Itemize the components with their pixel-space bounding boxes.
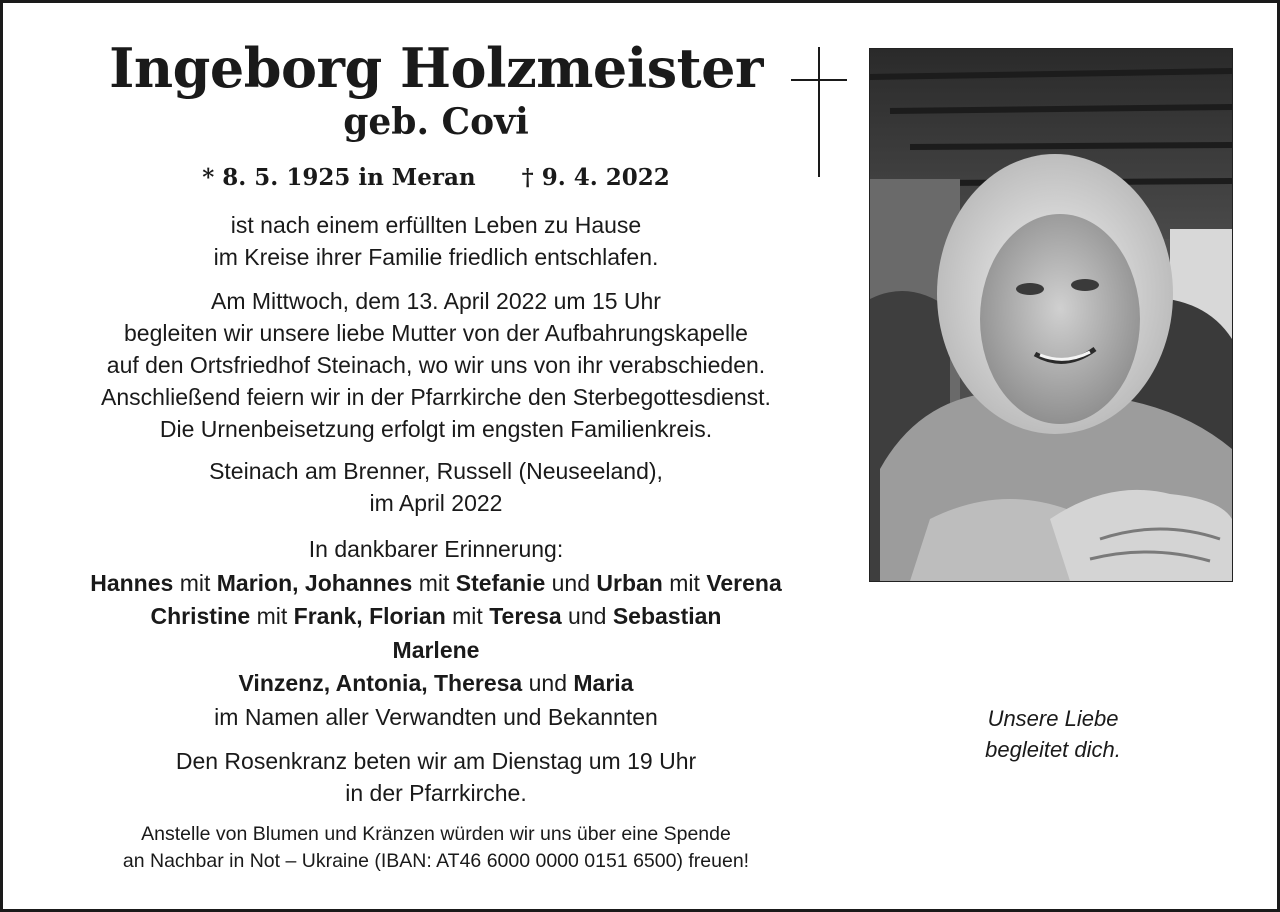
connector: mit [173, 569, 217, 596]
connector: mit [412, 569, 456, 596]
family-list [23, 533, 849, 734]
family-line [23, 567, 849, 601]
connector: mit [250, 603, 294, 629]
motto-line: Unsere Liebe [987, 706, 1119, 731]
ceremony-line: Die Urnenbeisetzung erfolgt im engsten Familienkreis. [159, 416, 713, 442]
family-closing: im Namen aller Verwandten und Bekannten [214, 703, 658, 730]
rosary-line: Den Rosenkranz beten wir am Dienstag um 19 Uhr [175, 748, 697, 774]
ceremony-line: auf den Ortsfriedhof Steinach, wo wir uns von ihr verabschieden. [106, 352, 766, 378]
family-line [23, 634, 849, 668]
donation-line: an Nachbar in Not – Ukraine (IBAN: AT46 6000 0000 0151 6500) freuen! [122, 850, 750, 872]
place-line: Steinach am Brenner, Russell (Neuseeland), [209, 458, 663, 484]
family-name: Frank, Florian [293, 603, 446, 629]
connector: mit [662, 569, 707, 596]
donation-note [23, 821, 849, 875]
family-name: Hannes [90, 569, 174, 596]
family-name: Sebastian [612, 603, 722, 629]
family-name: Marion, Johannes [216, 569, 413, 596]
place-date [23, 455, 849, 519]
maiden-name: geb. Covi [343, 101, 529, 143]
death-date: † 9. 4. 2022 [521, 164, 670, 191]
family-name: Verena [706, 569, 782, 596]
family-heading: In dankbarer Erinnerung: [308, 536, 564, 562]
family-name: Christine [150, 603, 251, 629]
cross-icon [791, 47, 847, 177]
date-line: im April 2022 [369, 490, 503, 516]
intro-line: im Kreise ihrer Familie friedlich entschlafen. [213, 244, 659, 270]
intro-line: ist nach einem erfüllten Leben zu Hause [230, 212, 642, 238]
family-line [23, 667, 849, 701]
ceremony-line: begleiten wir unsere liebe Mutter von der Aufbahrungskapelle [124, 320, 748, 346]
ceremony-line: Anschließend feiern wir in der Pfarrkirche den Sterbegottesdienst. [101, 384, 771, 410]
ceremony-line: Am Mittwoch, dem 13. April 2022 um 15 Uhr [211, 288, 661, 314]
family-name: Urban [596, 569, 663, 596]
ceremony-text [23, 285, 849, 445]
donation-line: Anstelle von Blumen und Kränzen würden wir uns über eine Spende [141, 823, 731, 845]
motto-text [903, 703, 1203, 765]
family-line [23, 600, 849, 634]
deceased-name: Ingeborg Holzmeister [109, 36, 763, 100]
connector: und [561, 603, 613, 629]
family-name: Teresa [489, 603, 562, 629]
portrait-photo [869, 48, 1233, 582]
life-dates [23, 161, 849, 195]
connector: und [545, 569, 597, 596]
family-name: Vinzenz, Antonia, Theresa [238, 670, 523, 696]
rosary-text [23, 745, 849, 809]
birth-date: * 8. 5. 1925 in Meran [202, 164, 476, 191]
family-name: Maria [573, 670, 634, 696]
motto-line: begleitet dich. [985, 737, 1121, 762]
intro-text [23, 209, 849, 273]
connector: mit [445, 603, 490, 629]
rosary-line: in der Pfarrkirche. [345, 780, 527, 806]
family-name: Stefanie [455, 569, 546, 596]
family-name: Marlene [392, 636, 480, 663]
connector: und [522, 670, 574, 696]
